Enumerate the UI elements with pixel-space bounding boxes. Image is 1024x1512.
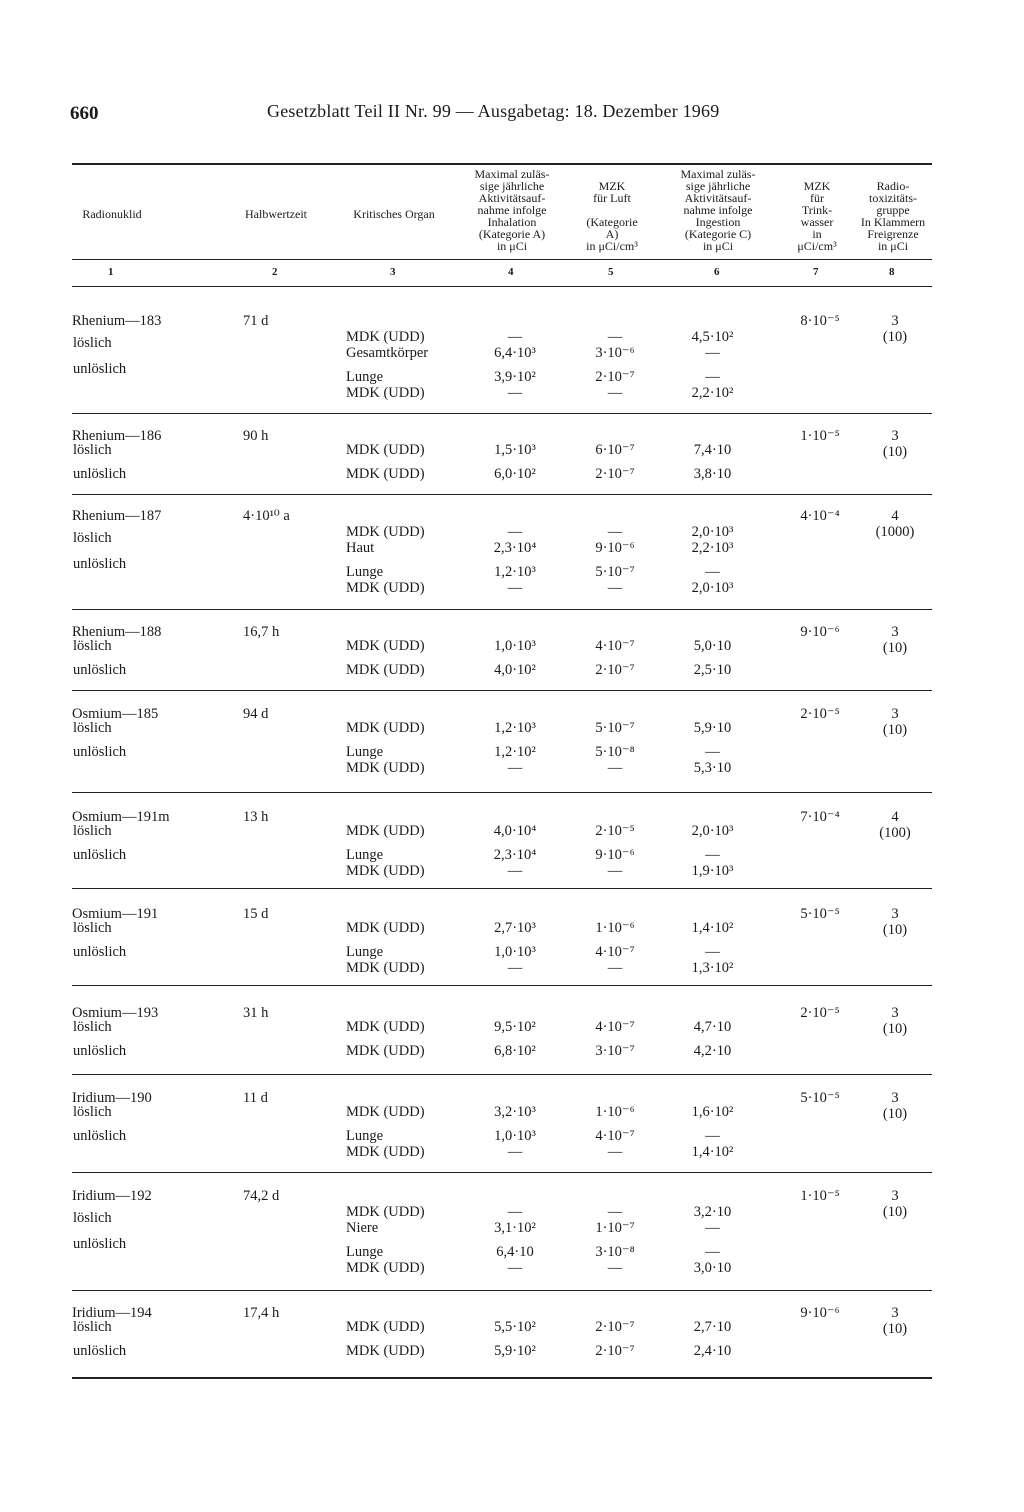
critical-organ: MDK (UDD): [346, 524, 425, 540]
exemption-limit: (10): [882, 922, 908, 938]
mzk-air-value: 9·10⁻⁶: [595, 847, 635, 863]
ingestion-value: 3,0·10: [693, 1260, 732, 1276]
solubility-label: unlöslich: [73, 466, 127, 482]
inhalation-value: 1,5·10³: [494, 442, 536, 458]
nuclide-name: Rhenium—186: [72, 428, 162, 444]
inhalation-value: 2,7·10³: [494, 920, 536, 936]
mzk-air-value: 5·10⁻⁸: [595, 744, 635, 760]
half-life: 17,4 h: [243, 1305, 280, 1321]
solubility-label: löslich: [73, 638, 112, 654]
column-header-text: für Luft: [593, 191, 631, 205]
column-number: 1: [108, 266, 114, 278]
mzk-air-value: 2·10⁻⁷: [595, 1343, 635, 1359]
mzk-drinking-water: 5·10⁻⁵: [800, 1090, 840, 1106]
critical-organ: Lunge: [346, 564, 384, 580]
column-number: 5: [608, 266, 614, 278]
nuclide-name: Iridium—192: [72, 1188, 152, 1204]
solubility-label: unlöslich: [73, 1343, 127, 1359]
mzk-air-value: —: [607, 524, 623, 540]
ingestion-value: 1,9·10³: [691, 863, 734, 879]
block-separator-rule: [72, 888, 932, 889]
ingestion-value: 2,5·10: [693, 662, 732, 678]
critical-organ: Gesamtkörper: [346, 345, 429, 361]
mzk-air-value: —: [607, 760, 623, 776]
column-header-text: nahme infolge: [683, 203, 753, 217]
column-header-text: nahme infolge: [477, 203, 547, 217]
column-header-text: A): [605, 227, 619, 241]
critical-organ: MDK (UDD): [346, 960, 425, 976]
inhalation-value: 1,2·10³: [494, 720, 536, 736]
critical-organ: MDK (UDD): [346, 1144, 425, 1160]
solubility-label: unlöslich: [73, 1128, 127, 1144]
nuclide-name: Osmium—185: [72, 706, 159, 722]
solubility-label: löslich: [73, 720, 112, 736]
page-number: 660: [70, 103, 99, 124]
ingestion-value: 1,3·10²: [691, 960, 734, 976]
mzk-drinking-water: 4·10⁻⁴: [800, 508, 840, 524]
solubility-label: unlöslich: [73, 944, 127, 960]
block-separator-rule: [72, 792, 932, 793]
solubility-label: unlöslich: [73, 556, 127, 572]
solubility-label: löslich: [73, 823, 112, 839]
mzk-air-value: —: [607, 329, 623, 345]
half-life: 16,7 h: [243, 624, 280, 640]
mzk-drinking-water: 1·10⁻⁵: [800, 428, 840, 444]
critical-organ: MDK (UDD): [346, 662, 425, 678]
solubility-label: unlöslich: [73, 361, 127, 377]
column-header-text: für: [810, 191, 824, 205]
critical-organ: MDK (UDD): [346, 1043, 425, 1059]
half-life: 90 h: [243, 428, 269, 444]
mzk-drinking-water: 9·10⁻⁶: [800, 1305, 840, 1321]
ingestion-value: 2,0·10³: [691, 580, 734, 596]
column-number: 2: [272, 266, 278, 278]
inhalation-value: —: [507, 960, 523, 976]
column-header-text: in μCi/cm³: [586, 239, 638, 253]
inhalation-value: —: [507, 385, 523, 401]
column-header-text: Aktivitätsauf-: [684, 191, 752, 205]
solubility-label: löslich: [73, 335, 112, 351]
critical-organ: MDK (UDD): [346, 920, 425, 936]
critical-organ: MDK (UDD): [346, 823, 425, 839]
column-header-text: Inhalation: [487, 215, 537, 229]
column-header-text: in: [812, 227, 822, 241]
inhalation-value: 2,3·10⁴: [493, 540, 537, 556]
half-life: 15 d: [243, 906, 269, 922]
inhalation-value: 3,9·10²: [494, 369, 536, 385]
ingestion-value: 1,6·10²: [691, 1104, 734, 1120]
exemption-limit: (1000): [875, 524, 915, 540]
mzk-air-value: 5·10⁻⁷: [595, 720, 635, 736]
half-life: 74,2 d: [243, 1188, 280, 1204]
mzk-air-value: —: [607, 1260, 623, 1276]
mzk-air-value: 1·10⁻⁷: [595, 1220, 635, 1236]
critical-organ: Niere: [346, 1220, 379, 1236]
mzk-drinking-water: 8·10⁻⁵: [800, 313, 840, 329]
column-number-rule: [72, 286, 932, 287]
ingestion-value: 2,2·10³: [691, 540, 734, 556]
inhalation-value: 5,9·10²: [494, 1343, 536, 1359]
inhalation-value: 3,1·10²: [494, 1220, 536, 1236]
mzk-air-value: 2·10⁻⁷: [595, 466, 635, 482]
exemption-limit: (10): [882, 1021, 908, 1037]
block-separator-rule: [72, 690, 932, 691]
ingestion-value: 1,4·10²: [691, 920, 734, 936]
radiotoxicity-group: 3: [891, 1005, 899, 1021]
column-header-text: in μCi: [496, 239, 528, 253]
column-header-text: Maximal zuläs-: [474, 167, 550, 181]
solubility-label: unlöslich: [73, 847, 127, 863]
ingestion-value: 2,7·10: [693, 1319, 732, 1335]
column-header-text: gruppe: [876, 203, 910, 217]
block-separator-rule: [72, 413, 932, 414]
mzk-air-value: 3·10⁻⁶: [595, 345, 635, 361]
column-header-text: Trink-: [801, 203, 833, 217]
radiotoxicity-group: 4: [891, 809, 899, 825]
header-rule: [72, 259, 932, 260]
half-life: 11 d: [243, 1090, 268, 1106]
critical-organ: MDK (UDD): [346, 638, 425, 654]
exemption-limit: (10): [882, 444, 908, 460]
inhalation-value: 5,5·10²: [494, 1319, 536, 1335]
radiotoxicity-group: 3: [891, 313, 899, 329]
solubility-label: löslich: [73, 1104, 112, 1120]
ingestion-value: 3,8·10: [693, 466, 732, 482]
critical-organ: MDK (UDD): [346, 863, 425, 879]
solubility-label: löslich: [73, 920, 112, 936]
mzk-air-value: 2·10⁻⁷: [595, 369, 635, 385]
ingestion-value: —: [705, 1244, 720, 1260]
inhalation-value: —: [507, 863, 523, 879]
half-life: 94 d: [243, 706, 269, 722]
radiotoxicity-group: 3: [891, 906, 899, 922]
critical-organ: MDK (UDD): [346, 760, 425, 776]
exemption-limit: (10): [882, 640, 908, 656]
mzk-air-value: 5·10⁻⁷: [595, 564, 635, 580]
mzk-air-value: 6·10⁻⁷: [595, 442, 635, 458]
ingestion-value: 2,2·10²: [691, 385, 734, 401]
solubility-label: löslich: [73, 442, 112, 458]
block-separator-rule: [72, 1172, 932, 1173]
nuclide-name: Rhenium—188: [72, 624, 162, 640]
column-header-text: (Kategorie A): [478, 227, 546, 241]
inhalation-value: 1,0·10³: [494, 1128, 536, 1144]
mzk-air-value: 1·10⁻⁶: [595, 1104, 635, 1120]
inhalation-value: —: [507, 760, 523, 776]
column-number: 8: [889, 266, 895, 278]
column-header-text: Ingestion: [695, 215, 741, 229]
column-header-text: Halbwertzeit: [245, 207, 307, 221]
ingestion-value: 4,5·10²: [691, 329, 734, 345]
mzk-air-value: 4·10⁻⁷: [595, 944, 635, 960]
radiotoxicity-group: 3: [891, 1188, 899, 1204]
block-separator-rule: [72, 985, 932, 986]
critical-organ: MDK (UDD): [346, 385, 425, 401]
table-top-rule: [72, 163, 932, 165]
ingestion-value: 4,2·10: [693, 1043, 732, 1059]
critical-organ: MDK (UDD): [346, 580, 425, 596]
mzk-air-value: 9·10⁻⁶: [595, 540, 635, 556]
column-header-text: Freigrenze: [867, 227, 919, 241]
mzk-air-value: —: [607, 1144, 623, 1160]
inhalation-value: 1,2·10³: [494, 564, 536, 580]
column-header-text: MZK: [803, 179, 831, 193]
mzk-air-value: 3·10⁻⁷: [595, 1043, 635, 1059]
half-life: 4·10¹⁰ a: [243, 508, 290, 524]
ingestion-value: 1,4·10²: [691, 1144, 734, 1160]
mzk-air-value: 4·10⁻⁷: [595, 1128, 635, 1144]
critical-organ: Haut: [346, 540, 375, 556]
critical-organ: MDK (UDD): [346, 1319, 425, 1335]
mzk-air-value: 2·10⁻⁷: [595, 1319, 635, 1335]
ingestion-value: 7,4·10: [693, 442, 732, 458]
critical-organ: Lunge: [346, 847, 384, 863]
mzk-drinking-water: 5·10⁻⁵: [800, 906, 840, 922]
column-number: 6: [714, 266, 720, 278]
half-life: 71 d: [243, 313, 269, 329]
ingestion-value: 2,4·10: [693, 1343, 732, 1359]
ingestion-value: 2,0·10³: [691, 823, 734, 839]
ingestion-value: —: [705, 944, 720, 960]
column-header-text: (Kategorie C): [684, 227, 752, 241]
mzk-air-value: 3·10⁻⁸: [595, 1244, 635, 1260]
ingestion-value: 4,7·10: [693, 1019, 732, 1035]
column-header-text: Radionuklid: [82, 207, 142, 221]
inhalation-value: —: [507, 329, 523, 345]
radiotoxicity-group: 3: [891, 428, 899, 444]
inhalation-value: 2,3·10⁴: [493, 847, 537, 863]
critical-organ: Lunge: [346, 744, 384, 760]
ingestion-value: 2,0·10³: [691, 524, 734, 540]
mzk-drinking-water: 1·10⁻⁵: [800, 1188, 840, 1204]
critical-organ: MDK (UDD): [346, 1104, 425, 1120]
radiotoxicity-group: 3: [891, 1090, 899, 1106]
critical-organ: Lunge: [346, 1244, 384, 1260]
ingestion-value: —: [705, 564, 720, 580]
mzk-drinking-water: 2·10⁻⁵: [800, 706, 840, 722]
ingestion-value: 5,9·10: [693, 720, 732, 736]
critical-organ: MDK (UDD): [346, 466, 425, 482]
column-header-text: In Klammern: [860, 215, 926, 229]
half-life: 31 h: [243, 1005, 269, 1021]
mzk-air-value: —: [607, 580, 623, 596]
nuclide-name: Osmium—193: [72, 1005, 159, 1021]
mzk-air-value: 4·10⁻⁷: [595, 638, 635, 654]
column-header-text: in μCi: [877, 239, 909, 253]
inhalation-value: 1,2·10²: [494, 744, 536, 760]
inhalation-value: 1,0·10³: [494, 638, 536, 654]
inhalation-value: 6,8·10²: [494, 1043, 536, 1059]
inhalation-value: 4,0·10²: [494, 662, 536, 678]
critical-organ: MDK (UDD): [346, 1019, 425, 1035]
block-separator-rule: [72, 1290, 932, 1291]
solubility-label: löslich: [73, 1019, 112, 1035]
nuclide-name: Osmium—191: [72, 906, 159, 922]
critical-organ: Lunge: [346, 944, 384, 960]
column-header-text: wasser: [800, 215, 834, 229]
mzk-air-value: —: [607, 1204, 623, 1220]
radiotoxicity-group: 3: [891, 624, 899, 640]
inhalation-value: —: [507, 1144, 523, 1160]
mzk-drinking-water: 7·10⁻⁴: [800, 809, 840, 825]
inhalation-value: —: [507, 524, 523, 540]
page-header-title: Gesetzblatt Teil II Nr. 99 — Ausgabetag: 18. Dezember 1969: [267, 101, 720, 121]
critical-organ: MDK (UDD): [346, 1260, 425, 1276]
exemption-limit: (10): [882, 1204, 908, 1220]
critical-organ: Lunge: [346, 369, 384, 385]
ingestion-value: —: [705, 369, 720, 385]
block-separator-rule: [72, 494, 932, 495]
radiotoxicity-group: 4: [891, 508, 899, 524]
critical-organ: Lunge: [346, 1128, 384, 1144]
critical-organ: MDK (UDD): [346, 1343, 425, 1359]
mzk-drinking-water: 9·10⁻⁶: [800, 624, 840, 640]
column-header-text: μCi/cm³: [797, 239, 837, 253]
radiotoxicity-group: 3: [891, 1305, 899, 1321]
column-header-text: sige jährliche: [479, 179, 545, 193]
exemption-limit: (10): [882, 329, 908, 345]
mzk-drinking-water: 2·10⁻⁵: [800, 1005, 840, 1021]
column-header-text: Maximal zuläs-: [680, 167, 756, 181]
block-separator-rule: [72, 1074, 932, 1075]
column-header-text: in μCi: [702, 239, 734, 253]
inhalation-value: —: [507, 1260, 523, 1276]
mzk-air-value: —: [607, 960, 623, 976]
ingestion-value: —: [705, 345, 720, 361]
inhalation-value: 6,4·10: [496, 1244, 534, 1260]
nuclide-name: Iridium—190: [72, 1090, 152, 1106]
mzk-air-value: 2·10⁻⁵: [595, 823, 635, 839]
solubility-label: unlöslich: [73, 744, 127, 760]
inhalation-value: 6,0·10²: [494, 466, 536, 482]
exemption-limit: (100): [879, 825, 911, 841]
solubility-label: löslich: [73, 1319, 112, 1335]
nuclide-name: Rhenium—183: [72, 313, 162, 329]
column-header-text: Aktivitätsauf-: [478, 191, 546, 205]
exemption-limit: (10): [882, 1106, 908, 1122]
solubility-label: unlöslich: [73, 1043, 127, 1059]
inhalation-value: 1,0·10³: [494, 944, 536, 960]
radiotoxicity-group: 3: [891, 706, 899, 722]
column-number: 3: [390, 266, 396, 278]
column-header-text: Kritisches Organ: [353, 207, 435, 221]
nuclide-name: Iridium—194: [72, 1305, 152, 1321]
inhalation-value: 4,0·10⁴: [493, 823, 537, 839]
block-separator-rule: [72, 1377, 932, 1379]
critical-organ: MDK (UDD): [346, 720, 425, 736]
solubility-label: unlöslich: [73, 662, 127, 678]
ingestion-value: —: [705, 744, 720, 760]
block-separator-rule: [72, 609, 932, 610]
nuclide-name: Rhenium—187: [72, 508, 162, 524]
ingestion-value: —: [705, 1128, 720, 1144]
mzk-air-value: 2·10⁻⁷: [595, 662, 635, 678]
exemption-limit: (10): [882, 722, 908, 738]
column-number: 4: [508, 266, 514, 278]
column-header-text: MZK: [598, 179, 626, 193]
inhalation-value: 9,5·10²: [494, 1019, 536, 1035]
column-header-text: sige jährliche: [685, 179, 751, 193]
nuclide-name: Osmium—191m: [72, 809, 170, 825]
critical-organ: MDK (UDD): [346, 442, 425, 458]
half-life: 13 h: [243, 809, 269, 825]
mzk-air-value: —: [607, 385, 623, 401]
mzk-air-value: —: [607, 863, 623, 879]
ingestion-value: —: [705, 1220, 720, 1236]
column-number: 7: [813, 266, 819, 278]
ingestion-value: 5,3·10: [693, 760, 732, 776]
mzk-air-value: 4·10⁻⁷: [595, 1019, 635, 1035]
column-header-text: toxizitäts-: [869, 191, 917, 205]
solubility-label: unlöslich: [73, 1236, 127, 1252]
ingestion-value: —: [705, 847, 720, 863]
inhalation-value: —: [507, 1204, 523, 1220]
exemption-limit: (10): [882, 1321, 908, 1337]
solubility-label: löslich: [73, 1210, 112, 1226]
ingestion-value: 5,0·10: [693, 638, 732, 654]
inhalation-value: 3,2·10³: [494, 1104, 536, 1120]
column-header-text: (Kategorie: [586, 215, 638, 229]
critical-organ: MDK (UDD): [346, 1204, 425, 1220]
solubility-label: löslich: [73, 530, 112, 546]
mzk-air-value: 1·10⁻⁶: [595, 920, 635, 936]
ingestion-value: 3,2·10: [693, 1204, 732, 1220]
critical-organ: MDK (UDD): [346, 329, 425, 345]
column-header-text: Radio-: [876, 179, 910, 193]
inhalation-value: —: [507, 580, 523, 596]
inhalation-value: 6,4·10³: [494, 345, 536, 361]
